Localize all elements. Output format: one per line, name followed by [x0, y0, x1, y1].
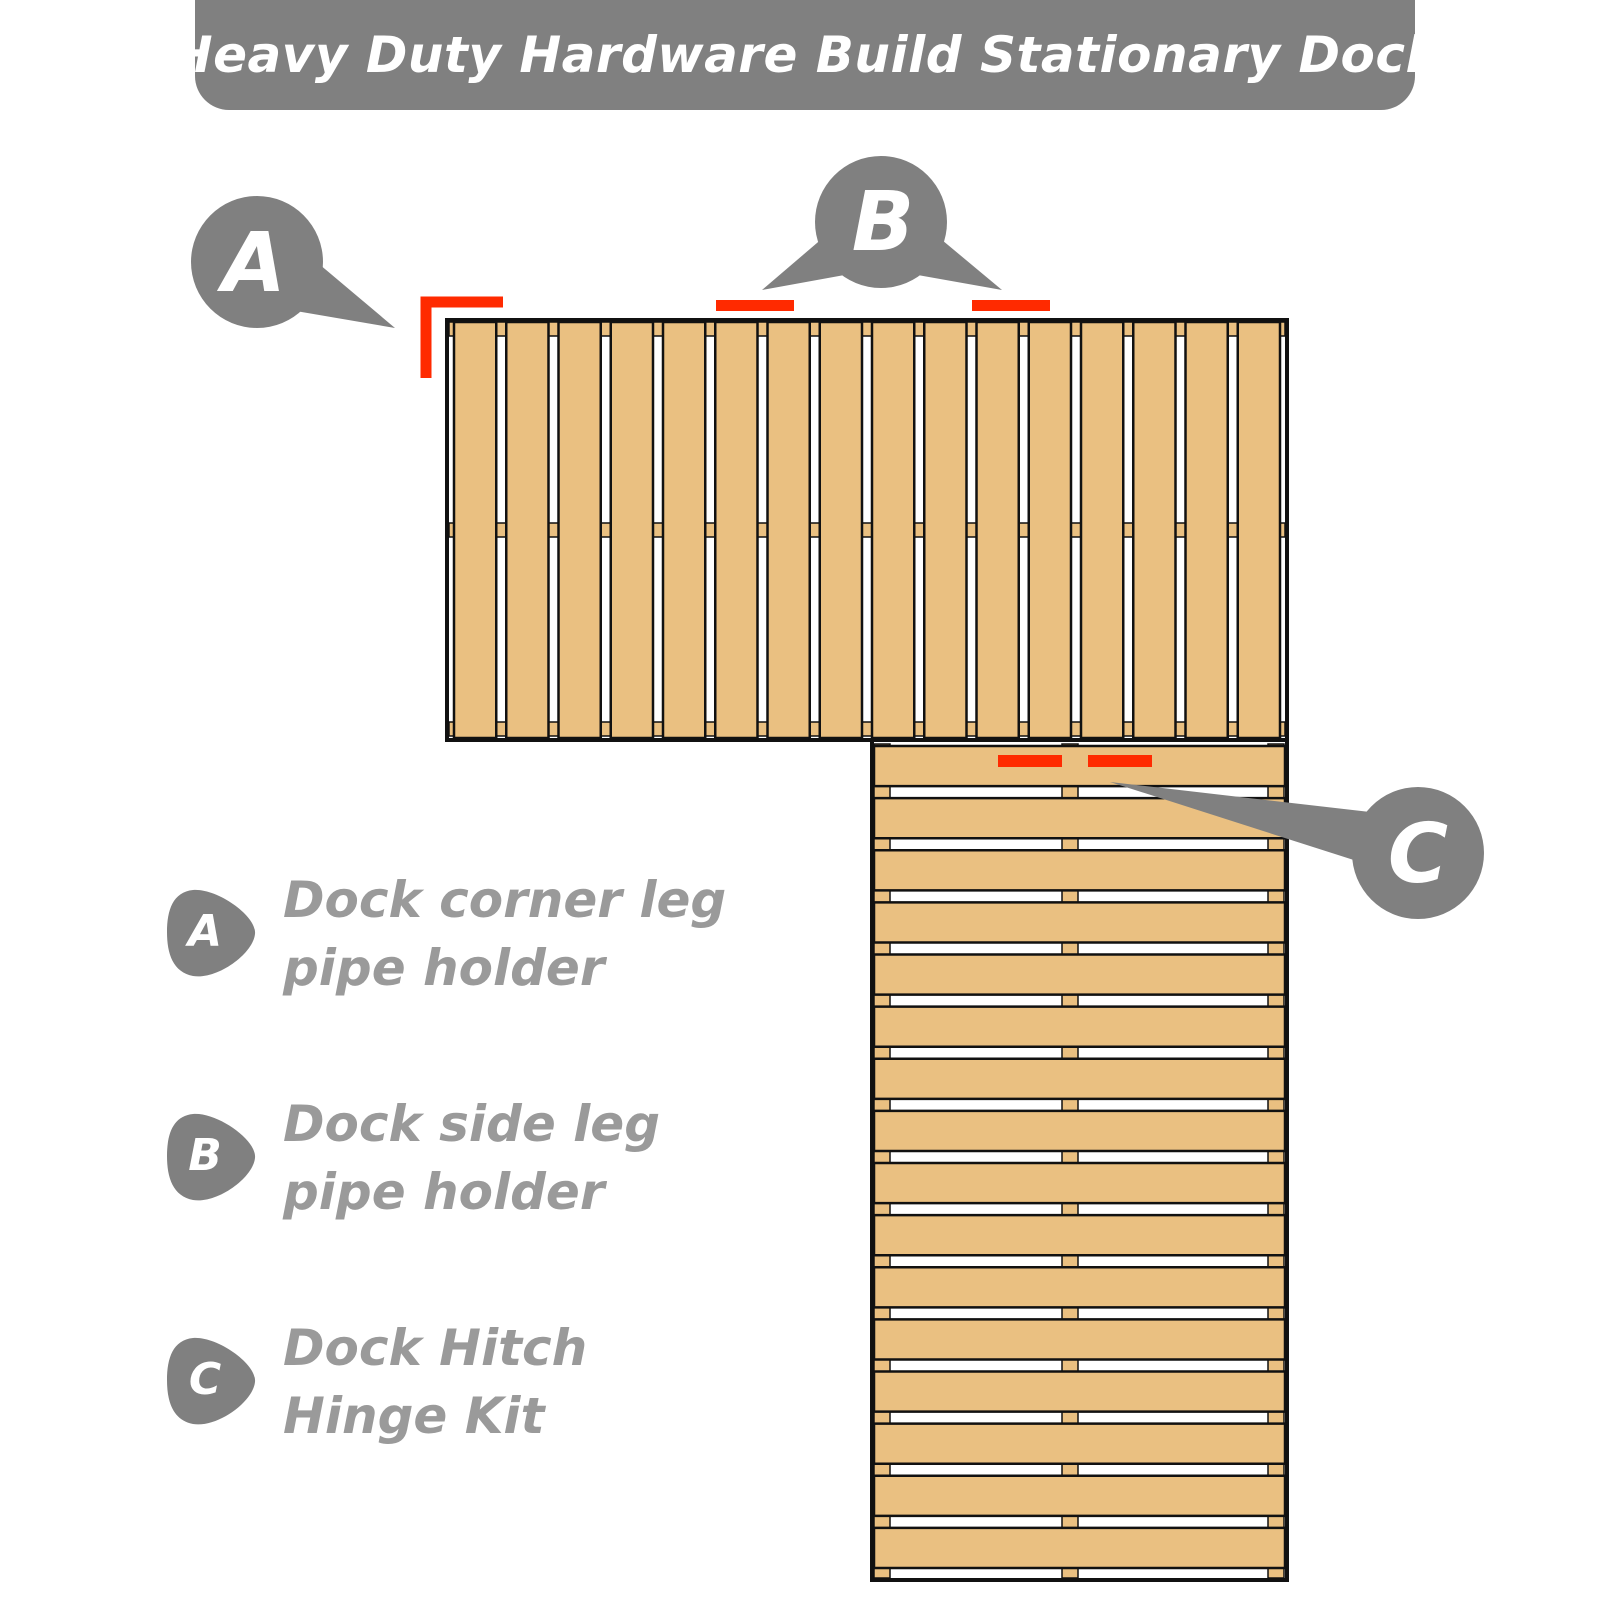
walkway-plank-12 [874, 1319, 1285, 1359]
legend-b-line1: Dock side leg [283, 1095, 661, 1153]
legend-a-line1: Dock corner leg [283, 871, 727, 929]
walkway-plank-1 [874, 746, 1285, 786]
walkway-plank-16 [874, 1528, 1285, 1568]
hinge-marker-2 [1088, 755, 1152, 767]
legend-badge-b [165, 1108, 257, 1204]
walkway-section [872, 740, 1287, 1580]
legend-item-b [165, 1090, 765, 1230]
main-dock-plank-3 [559, 322, 601, 738]
legend-label-c [283, 1314, 587, 1450]
callout-a [191, 196, 395, 328]
legend-c-line1: Dock Hitch [283, 1319, 588, 1377]
main-dock-plank-15 [1186, 322, 1228, 738]
main-dock-plank-1 [454, 322, 496, 738]
walkway-plank-8 [874, 1111, 1285, 1151]
legend-a-line2: pipe holder [283, 939, 605, 997]
callout-b [762, 156, 1002, 290]
main-dock-plank-2 [506, 322, 548, 738]
legend-item-c [165, 1314, 765, 1454]
walkway-plank-7 [874, 1059, 1285, 1099]
main-dock-plank-13 [1081, 322, 1123, 738]
side-holder-marker-2 [972, 300, 1050, 311]
main-dock-plank-14 [1133, 322, 1175, 738]
main-dock-plank-7 [768, 322, 810, 738]
legend-badge-b-letter: B [188, 1130, 222, 1181]
main-dock-plank-8 [820, 322, 862, 738]
walkway-plank-3 [874, 850, 1285, 890]
legend-label-a [283, 866, 726, 1002]
main-dock-plank-10 [924, 322, 966, 738]
walkway-plank-9 [874, 1163, 1285, 1203]
side-holder-marker-1 [716, 300, 794, 311]
walkway-plank-10 [874, 1215, 1285, 1255]
main-dock-plank-6 [715, 322, 757, 738]
legend-badge-a [165, 884, 257, 980]
walkway-plank-15 [874, 1476, 1285, 1516]
main-dock-section [447, 320, 1287, 740]
legend-b-line2: pipe holder [283, 1163, 605, 1221]
legend-badge-c-letter: C [188, 1354, 222, 1405]
legend-label-b [283, 1090, 660, 1226]
walkway-plank-14 [874, 1424, 1285, 1464]
legend-item-a [165, 866, 765, 1006]
legend-badge-a-letter: A [187, 906, 223, 957]
main-dock-plank-16 [1238, 322, 1280, 738]
diagram-title: Heavy Duty Hardware Build Stationary Dock [170, 26, 1440, 84]
walkway-plank-5 [874, 955, 1285, 995]
callout-a-letter: A [222, 216, 286, 311]
main-dock-plank-9 [872, 322, 914, 738]
callout-c-letter: C [1387, 807, 1449, 902]
legend-c-line2: Hinge Kit [283, 1387, 545, 1445]
main-dock-plank-12 [1029, 322, 1071, 738]
hinge-marker-1 [998, 755, 1062, 767]
main-dock-plank-11 [977, 322, 1019, 738]
callout-b-letter: B [851, 175, 915, 270]
walkway-plank-4 [874, 902, 1285, 942]
walkway-plank-6 [874, 1007, 1285, 1047]
main-dock-plank-4 [611, 322, 653, 738]
main-dock-plank-5 [663, 322, 705, 738]
walkway-plank-11 [874, 1267, 1285, 1307]
legend-badge-c [165, 1332, 257, 1428]
walkway-plank-13 [874, 1372, 1285, 1412]
